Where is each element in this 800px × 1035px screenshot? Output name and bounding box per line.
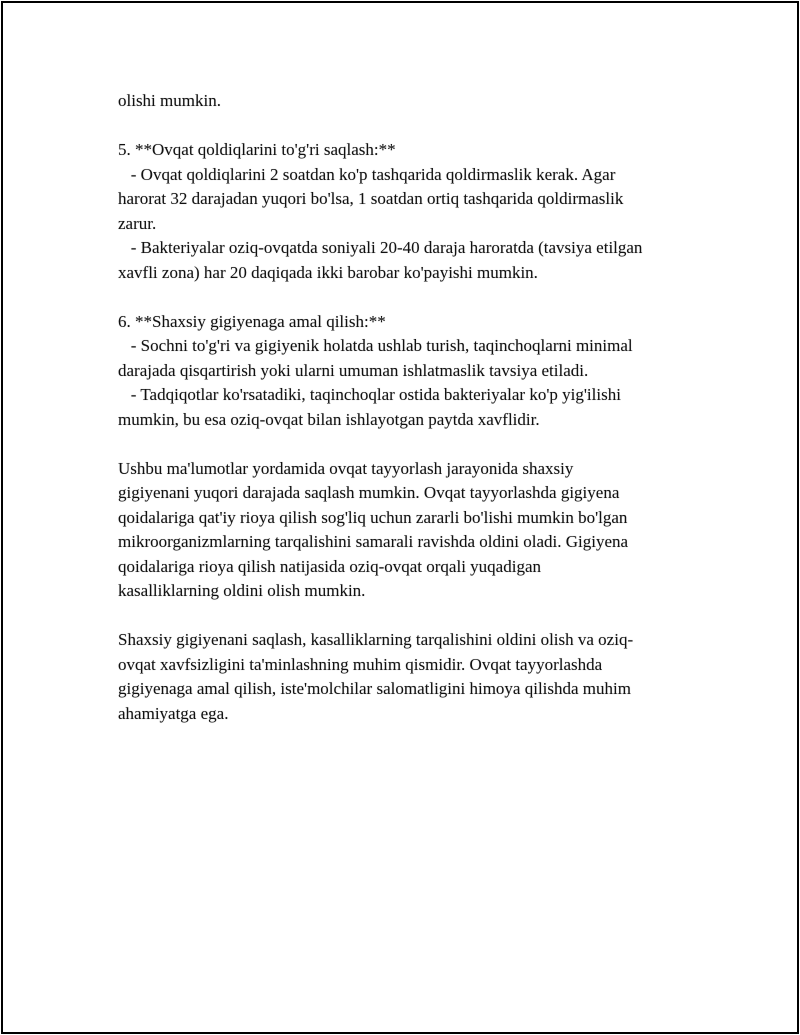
text-line: qoidalariga qat'iy rioya qilish sog'liq uchun zararli bo'lishi mumkin bo'lgan (118, 507, 628, 527)
text-line: - Ovqat qoldiqlarini 2 soatdan ko'p tashqarida qoldirmaslik kerak. Agar (118, 164, 616, 184)
text-line: kasalliklarning oldini olish mumkin. (118, 581, 366, 600)
text-line: darajada qisqartirish yoki ularni umuman ishlatmaslik tavsiya etiladi. (118, 360, 589, 380)
text-line: xavfli zona) har 20 daqiqada ikki barobar ko'payishi mumkin. (118, 262, 538, 282)
text-line: mikroorganizmlarning tarqalishini samarali ravishda oldini oladi. Gigiyena (118, 532, 629, 551)
text-line: Shaxsiy gigiyenani saqlash, kasalliklarning tarqalishini oldini olish va oziq- (118, 630, 634, 649)
text-line: - Bakteriyalar oziq-ovqatda soniyali 20-40 daraja haroratda (tavsiya etilgan (118, 238, 643, 257)
blank-line (118, 285, 696, 310)
text-line: qoidalariga rioya qilish natijasida oziq-ovqat orqali yuqadigan (118, 556, 541, 576)
section-heading: 6. **Shaxsiy gigiyenaga amal qilish:** (118, 311, 386, 331)
text-line: gigiyenaga amal qilish, iste'molchilar salomatligini himoya qilishda muhim (118, 679, 631, 698)
text-line: - Tadqiqotlar ko'rsatadiki, taqinchoqlar ostida bakteriyalar ko'p yig'ilishi (118, 385, 621, 404)
text-line: harorat 32 darajadan yuqori bo'lsa, 1 soatdan ortiq tashqarida qoldirmaslik (118, 189, 624, 208)
section-heading: 5. **Ovqat qoldiqlarini to'g'ri saqlash:** (118, 140, 396, 159)
blank-line (118, 604, 696, 629)
text-line: zarur. (118, 213, 157, 233)
text-line: gigiyenani yuqori darajada saqlash mumkin. Ovqat tayyorlashda gigiyena (118, 483, 620, 502)
document-body (118, 89, 696, 726)
text-line: ovqat xavfsizligini ta'minlashning muhim qismidir. Ovqat tayyorlashda (118, 654, 603, 674)
blank-line (118, 114, 696, 139)
text-line: mumkin, bu esa oziq-ovqat bilan ishlayotgan paytda xavflidir. (118, 409, 540, 429)
text-line: - Sochni to'g'ri va gigiyenik holatda ushlab turish, taqinchoqlarni minimal (118, 336, 633, 355)
text-line: olishi mumkin. (118, 91, 221, 110)
blank-line (118, 432, 696, 457)
text-line: Ushbu ma'lumotlar yordamida ovqat tayyorlash jarayonida shaxsiy (118, 458, 574, 478)
text-line: ahamiyatga ega. (118, 703, 229, 723)
